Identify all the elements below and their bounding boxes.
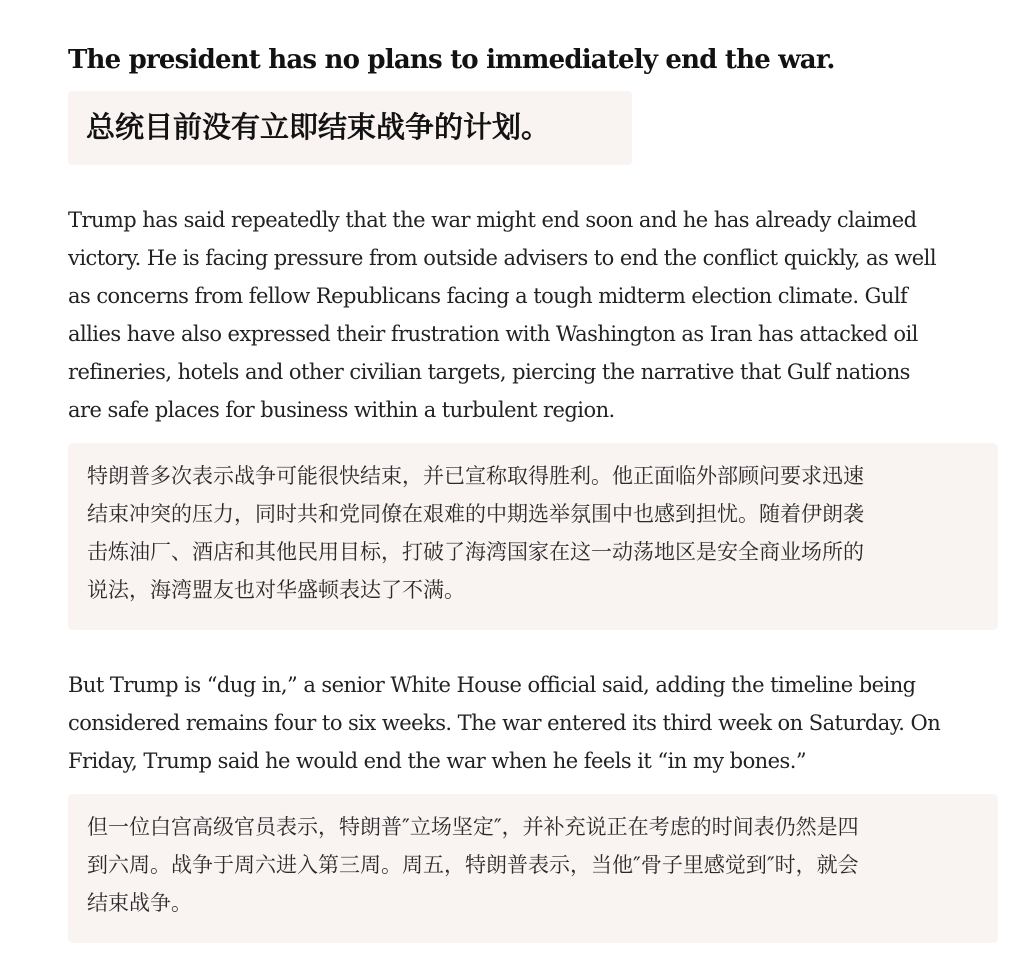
paragraph-line: 到六周。战争于周六进入第三周。周五，特朗普表示，当他″骨子里感觉到″时，就会 [87,853,859,877]
paragraph-line: Friday, Trump said he would end the war when he feels it “in my bones.” [68,749,807,773]
paragraph-1-english [68,201,998,429]
heading-english: The president has no plans to immediately end the war. [68,45,835,75]
paragraph-line: refineries, hotels and other civilian targets, piercing the narrative that Gulf nations [68,360,910,384]
paragraph-line: as concerns from fellow Republicans facing a tough midterm election climate. Gulf [68,284,908,308]
paragraph-2-chinese-translation-box [68,794,998,943]
heading-chinese: 总统目前没有立即结束战争的计划。 [86,110,551,144]
paragraph-line: allies have also expressed their frustration with Washington as Iran has attacked oil [68,322,918,346]
paragraph-line: 结束冲突的压力，同时共和党同僚在艰难的中期选举氛围中也感到担忧。随着伊朗袭 [87,502,864,526]
paragraph-line: But Trump is “dug in,” a senior White House official said, adding the timeline being [68,673,916,697]
paragraph-2-chinese [87,808,859,922]
paragraph-line: Trump has said repeatedly that the war might end soon and he has already claimed [68,208,917,232]
paragraph-line: 特朗普多次表示战争可能很快结束，并已宣称取得胜利。他正面临外部顾问要求迅速 [87,464,864,488]
paragraph-line: victory. He is facing pressure from outside advisers to end the conflict quickly, as well [68,246,937,270]
paragraph-line: 说法，海湾盟友也对华盛顿表达了不满。 [87,578,465,602]
paragraph-1-chinese-translation-box [68,443,998,630]
paragraph-line: 结束战争。 [87,891,192,915]
paragraph-2-english [68,666,998,780]
paragraph-line: 击炼油厂、酒店和其他民用目标，打破了海湾国家在这一动荡地区是安全商业场所的 [87,540,864,564]
heading-chinese-translation-box [68,91,632,165]
paragraph-line: 但一位白宫高级官员表示，特朗普″立场坚定″，并补充说正在考虑的时间表仍然是四 [87,815,859,839]
paragraph-line: considered remains four to six weeks. The war entered its third week on Saturday. On [68,711,941,735]
paragraph-1-chinese [87,457,864,609]
paragraph-line: are safe places for business within a turbulent region. [68,398,615,422]
